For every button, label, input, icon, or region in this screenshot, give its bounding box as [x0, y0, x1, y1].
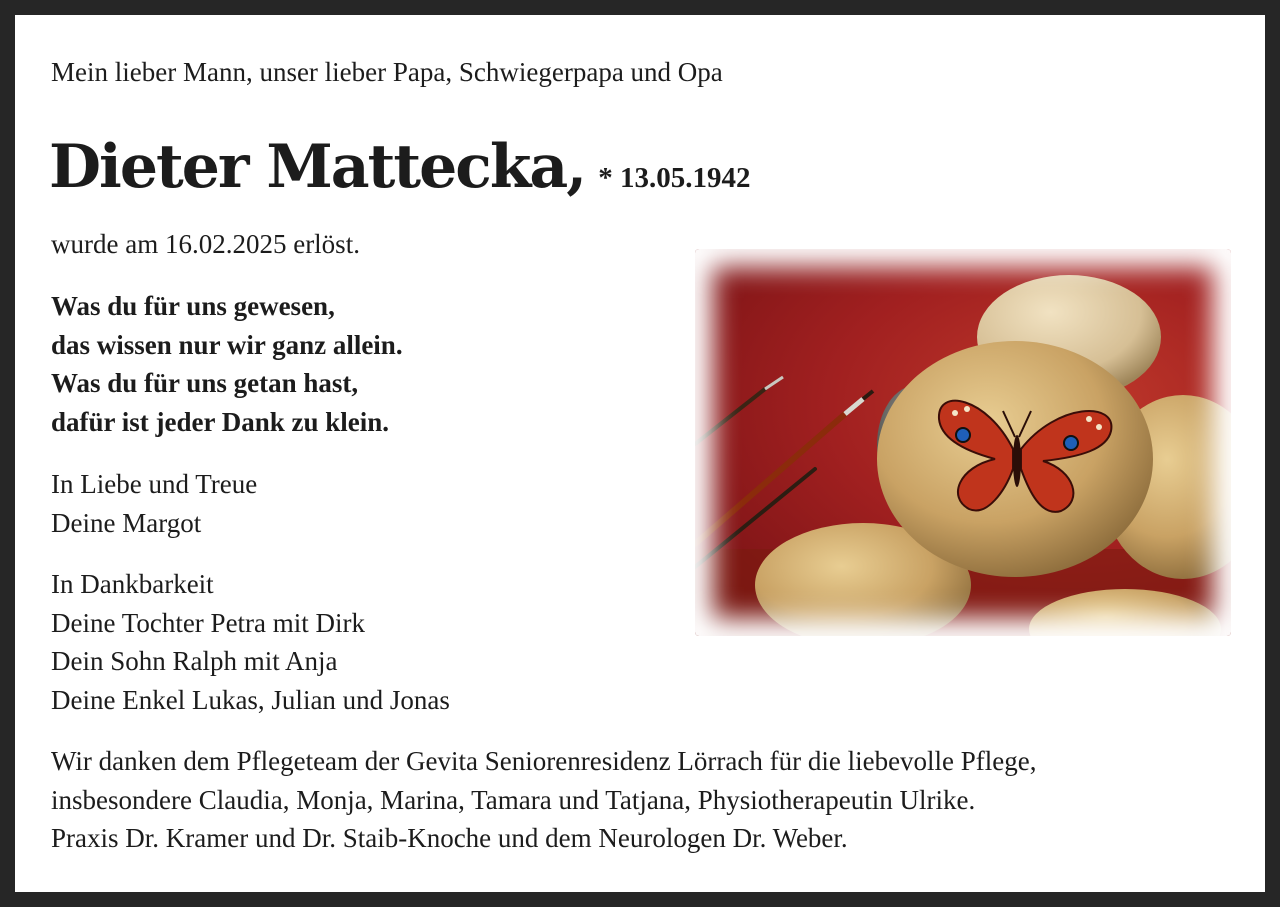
signature-line: Dein Sohn Ralph mit Anja: [51, 646, 338, 676]
signature-line: Deine Tochter Petra mit Dirk: [51, 607, 366, 638]
closing-line: Wir danken dem Pflegeteam der Gevita Seniorenresidenz Lörrach für die liebevolle Pflege,: [51, 746, 1037, 776]
closing-line: insbesondere Claudia, Monja, Marina, Tamara und Tatjana, Physiotherapeutin Ulrike.: [51, 784, 976, 815]
love-signature: [51, 465, 257, 542]
deceased-name: Dieter Mattecka,: [49, 132, 586, 202]
name-line: [49, 127, 751, 207]
butterfly-stone-illustration: [695, 249, 1231, 636]
poem-line: das wissen nur wir ganz allein.: [51, 329, 403, 360]
poem-line: Was du für uns gewesen,: [51, 291, 335, 321]
closing-thanks: [51, 742, 1037, 858]
poem: [51, 287, 403, 441]
intro-line: Mein lieber Mann, unser lieber Papa, Schwiegerpapa und Opa: [51, 57, 723, 87]
birth-date: * 13.05.1942: [598, 162, 751, 194]
poem-line: Was du für uns getan hast,: [51, 368, 359, 398]
family-signature: [51, 565, 450, 719]
signature-line: Deine Margot: [51, 507, 202, 538]
signature-line: Deine Enkel Lukas, Julian und Jonas: [51, 684, 450, 715]
death-line: wurde am 16.02.2025 erlöst.: [51, 229, 360, 259]
poem-line: dafür ist jeder Dank zu klein.: [51, 406, 390, 437]
signature-line: In Liebe und Treue: [51, 469, 258, 499]
closing-line: Praxis Dr. Kramer und Dr. Staib-Knoche und dem Neurologen Dr. Weber.: [51, 823, 848, 853]
butterfly-stone-photo: [695, 249, 1231, 636]
obituary-notice: [15, 15, 1265, 892]
signature-line: In Dankbarkeit: [51, 569, 214, 599]
